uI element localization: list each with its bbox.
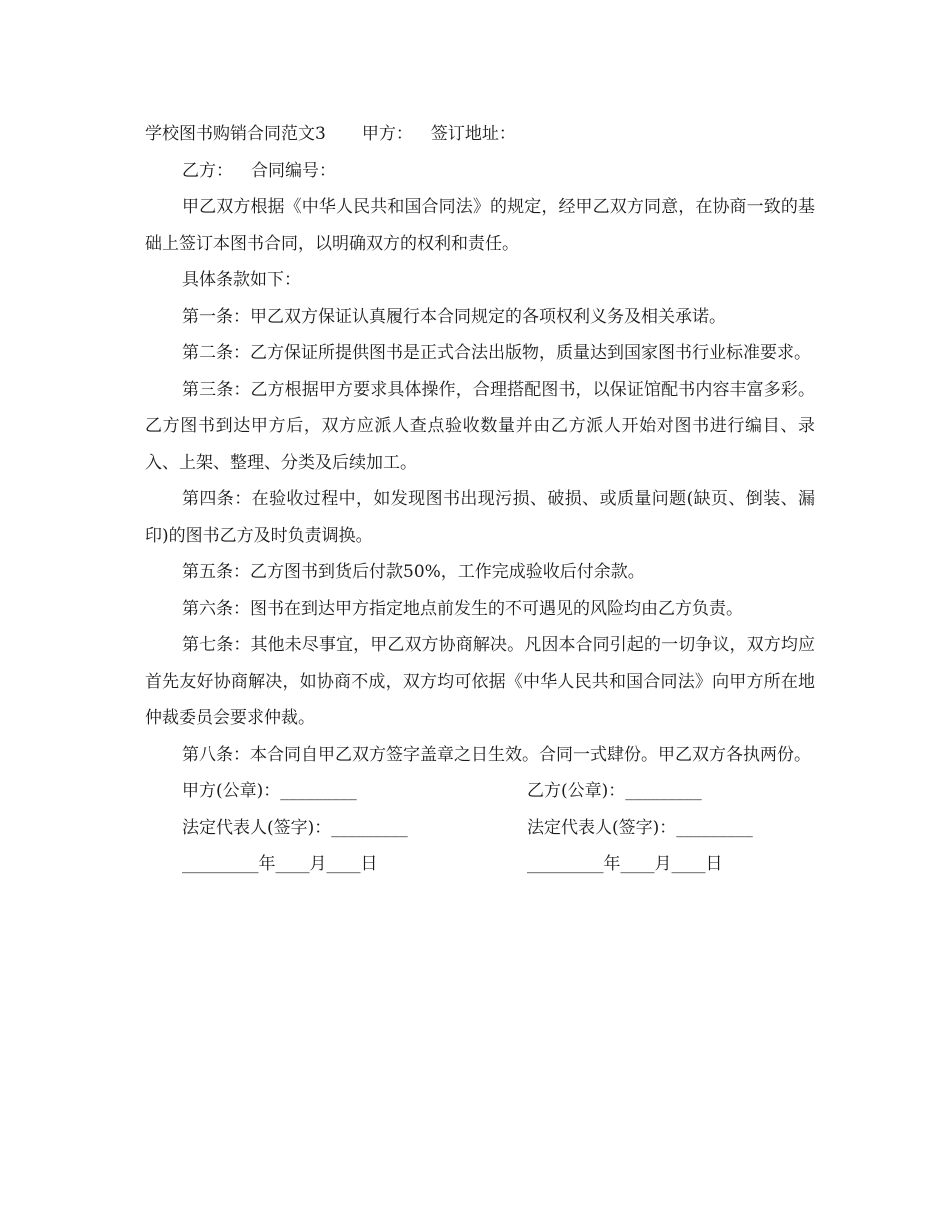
article-2: 第二条：乙方保证所提供图书是正式合法出版物，质量达到国家图书行业标准要求。 <box>182 343 811 363</box>
party-a-date: _________年____月____日 <box>182 854 378 874</box>
party-b-date: _________年____月____日 <box>527 854 723 874</box>
contract-document <box>145 116 815 883</box>
article-5: 第五条：乙方图书到货后付款50%，工作完成验收后付余款。 <box>182 562 645 582</box>
article-6: 第六条：图书在到达甲方指定地点前发生的不可遇见的风险均由乙方负责。 <box>182 598 743 619</box>
header-line <box>145 116 815 153</box>
article-8: 第八条：本合同自甲乙双方签字盖章之日生效。合同一式肆份。甲乙双方各执两份。 <box>182 744 811 765</box>
article-3: 第三条：乙方根据甲方要求具体操作，合理搭配图书，以保证馆配书内容丰富多彩。乙方图书到达甲方后，双方应派人查点验收数量并由乙方派人开始对图书进行编目、录入、上架、整理、分类及后续加工。 <box>145 379 815 473</box>
document-title: 学校图书购销合同范文3 <box>145 124 326 144</box>
article-7: 第七条：其他未尽事宜，甲乙双方协商解决。凡因本合同引起的一切争议，双方均应首先友好协商解决，如协商不成，双方均可依据《中华人民共和国合同法》向甲方所在地仲裁委员会要求仲裁。 <box>145 635 815 728</box>
contract-no-label: 合同编号： <box>251 160 336 181</box>
signature-seal-row <box>145 773 815 810</box>
article-1: 第一条：甲乙双方保证认真履行本合同规定的各项权利义务及相关承诺。 <box>182 306 726 327</box>
party-b-seal: 乙方(公章)：_________ <box>527 781 702 801</box>
signature-rep-row <box>145 810 815 847</box>
party-b-label: 乙方： <box>182 160 233 181</box>
intro-paragraph: 甲乙双方根据《中华人民共和国合同法》的规定，经甲乙双方同意，在协商一致的基础上签订本图书合同，以明确双方的权利和责任。 <box>145 197 815 254</box>
article-4: 第四条：在验收过程中，如发现图书出现污损、破损、或质量问题(缺页、倒装、漏印)的图书乙方及时负责调换。 <box>145 489 815 546</box>
party-a-label: 甲方： <box>361 124 413 144</box>
party-b-representative: 法定代表人(签字)：_________ <box>527 817 753 838</box>
party-b-line <box>145 153 815 190</box>
signature-date-row <box>145 846 815 883</box>
terms-heading: 具体条款如下： <box>182 270 301 290</box>
sign-place-label: 签订地址： <box>430 124 516 144</box>
party-a-seal: 甲方(公章)：_________ <box>182 781 357 801</box>
party-a-representative: 法定代表人(签字)：_________ <box>182 817 408 838</box>
